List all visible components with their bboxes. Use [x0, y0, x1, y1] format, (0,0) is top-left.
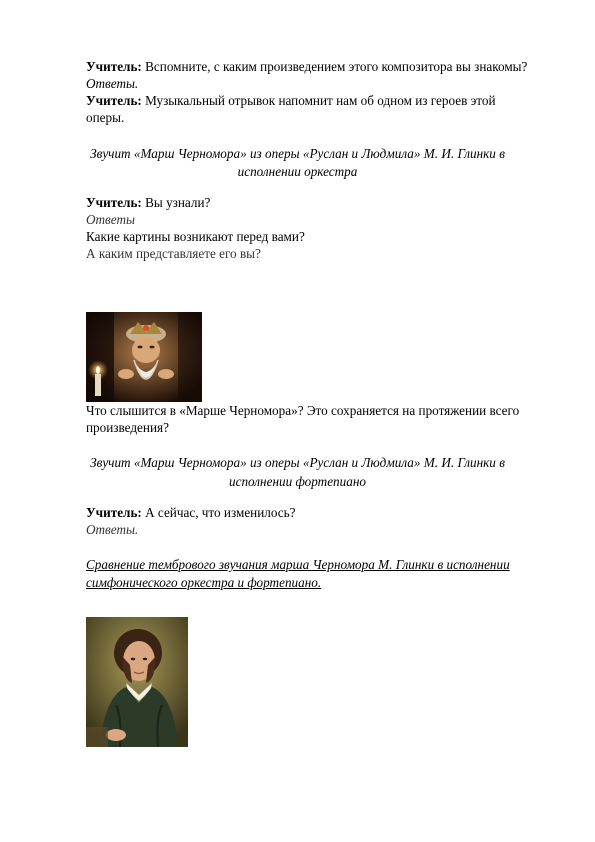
chernomor-image — [86, 312, 202, 402]
teacher-label: Учитель: — [86, 505, 142, 520]
sounds-heading-2-cont: исполнении фортепиано — [229, 474, 366, 489]
question-march-cont: произведения? — [86, 420, 169, 435]
answers-label: Ответы — [86, 212, 135, 227]
sounds-heading-1-cont: исполнении оркестра — [237, 164, 358, 179]
teacher-question-text: А сейчас, что изменилось? — [141, 505, 296, 520]
question-imagine: А каким представляете его вы? — [86, 246, 261, 261]
sounds-heading-2: Звучит «Марш Черномора» из оперы «Руслан и Людмила» М. И. Глинки в — [90, 455, 505, 470]
teacher-question-text: Музыкальный отрывок напомнит нам об одном из героев этой — [141, 93, 496, 108]
teacher-question-3 — [86, 195, 210, 211]
answers-label: Ответы. — [86, 522, 139, 537]
teacher-question-2 — [86, 93, 496, 109]
teacher-question-4 — [86, 505, 296, 521]
teacher-question-1 — [86, 59, 527, 75]
sounds-heading-1: Звучит «Марш Черномора» из оперы «Руслан и Людмила» М. И. Глинки в — [90, 146, 505, 161]
teacher-question-text: Вспомните, с каким произведением этого композитора вы знакомы? — [141, 59, 528, 74]
portrait-image — [86, 617, 188, 747]
question-march: Что слышится в «Марше Черномора»? Это сохраняется на протяжении всего — [86, 403, 520, 418]
question-pictures: Какие картины возникают перед вами? — [86, 229, 305, 244]
answers-label: Ответы. — [86, 76, 139, 91]
comparison-text-cont: симфонического оркестра и фортепиано. — [86, 575, 322, 590]
teacher-question-2-cont: оперы. — [86, 110, 125, 125]
teacher-label: Учитель: — [86, 59, 142, 74]
teacher-label: Учитель: — [86, 93, 142, 108]
teacher-question-text: Вы узнали? — [141, 195, 211, 210]
comparison-text: Сравнение тембрового звучания марша Черномора М. Глинки в исполнении — [86, 557, 510, 572]
teacher-label: Учитель: — [86, 195, 142, 210]
